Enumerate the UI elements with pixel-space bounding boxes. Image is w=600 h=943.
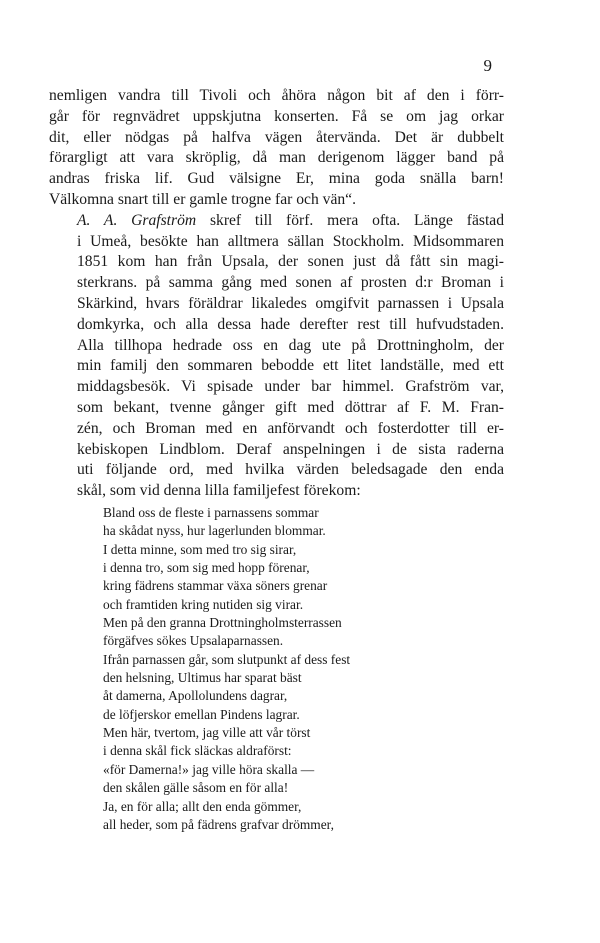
text-line: i Umeå, besökte han alltmera sällan Stockholm. Midsommaren — [77, 232, 504, 250]
poem-line: I detta minne, som med tro sig sirar, — [103, 541, 297, 557]
poem-line: de löfjerskor emellan Pindens lagrar. — [103, 706, 300, 722]
text-line: sterkrans. på samma gång med sonen af prosten d:r Broman i — [77, 274, 504, 292]
poem-line: i denna skål fick släckas aldraförst: — [103, 743, 292, 759]
text-line: zén, och Broman med en anförvandt och fosterdotter till er- — [77, 419, 504, 437]
text-line: kebiskopen Lindblom. Deraf anspelningen i de sista raderna — [77, 440, 504, 458]
prose-body — [49, 86, 504, 502]
text-line: domkyrka, och alla dessa hade derefter rest till hufvudstaden. — [77, 315, 504, 333]
page-number: 9 — [483, 56, 492, 75]
poem-line: Ifrån parnassen går, som slutpunkt af dess fest — [103, 651, 351, 667]
text-line: går för regnvädret uppskjutna konserten. Få se om jag orkar — [49, 107, 504, 125]
poem-line: åt damerna, Apollolundens dagrar, — [103, 688, 288, 704]
poem-line: ha skådat nyss, hur lagerlunden blommar. — [103, 523, 326, 539]
poem-line: all heder, som på fädrens grafvar drömmer, — [103, 816, 334, 832]
person-name: A. A. Grafström — [77, 211, 197, 229]
text-line: 1851 kom han från Upsala, der sonen just då fått sin magi- — [77, 253, 504, 271]
text-line: nemligen vandra till Tivoli och åhöra någon bit af den i förr- — [49, 87, 504, 104]
poem-line: förgäfves sökes Upsalaparnassen. — [103, 633, 284, 649]
poem-line: Ja, en för alla; allt den enda gömmer, — [103, 798, 302, 814]
poem-line: i denna tro, som sig med hopp förenar, — [103, 560, 310, 576]
paragraph-grafstrom — [49, 211, 504, 502]
poem-line: Men här, tvertom, jag ville att vår törst — [103, 725, 311, 741]
poem-line: den skålen gälle såsom en för alla! — [103, 780, 289, 796]
text-line: min familj den sommaren bebodde ett litet landställe, med ett — [77, 357, 504, 375]
paragraph-letter-ending — [49, 86, 504, 211]
poem-line: «för Damerna!» jag ville höra skalla — — [103, 761, 315, 777]
text-line: middagsbesök. Vi spisade under bar himmel. Grafström var, — [77, 378, 504, 396]
poem-line: och framtiden kring nutiden sig virar. — [103, 596, 304, 612]
poem-line: kring fädrens stammar växa söners grenar — [103, 578, 328, 594]
poem-line: Bland oss de fleste i parnassens sommar — [103, 505, 319, 520]
text-line: skål, som vid denna lilla familjefest förekom: — [77, 482, 361, 500]
text-line: Alla tillhopa hedrade oss en dag ute på Drottningholm, der — [77, 336, 504, 354]
poem — [103, 504, 463, 834]
text-line: andras friska lif. Gud välsigne Er, mina goda snälla barn! — [49, 170, 504, 188]
poem-line: Men på den granna Drottningholmsterrassen — [103, 615, 342, 631]
text-line: uti följande ord, med hvilka värden beledsagade den enda — [77, 461, 504, 479]
text-line: förargligt att vara skröplig, då man derigenom lägger band på — [49, 149, 504, 167]
text-line: dit, eller nödgas på halfva vägen återvända. Det är dubbelt — [49, 128, 504, 146]
poem-line: den helsning, Ultimus har sparat bäst — [103, 670, 302, 686]
text-fragment: skref till förf. mera ofta. Länge fästad — [196, 211, 504, 229]
text-line: som bekant, tvenne gånger gift med döttrar af F. M. Fran- — [77, 398, 504, 416]
text-line: Skärkind, hvars föräldrar likaledes omgifvit parnassen i Upsala — [77, 294, 504, 312]
text-line: Välkomna snart till er gamle trogne far och vän“. — [49, 190, 356, 208]
text-line-first — [49, 211, 504, 232]
